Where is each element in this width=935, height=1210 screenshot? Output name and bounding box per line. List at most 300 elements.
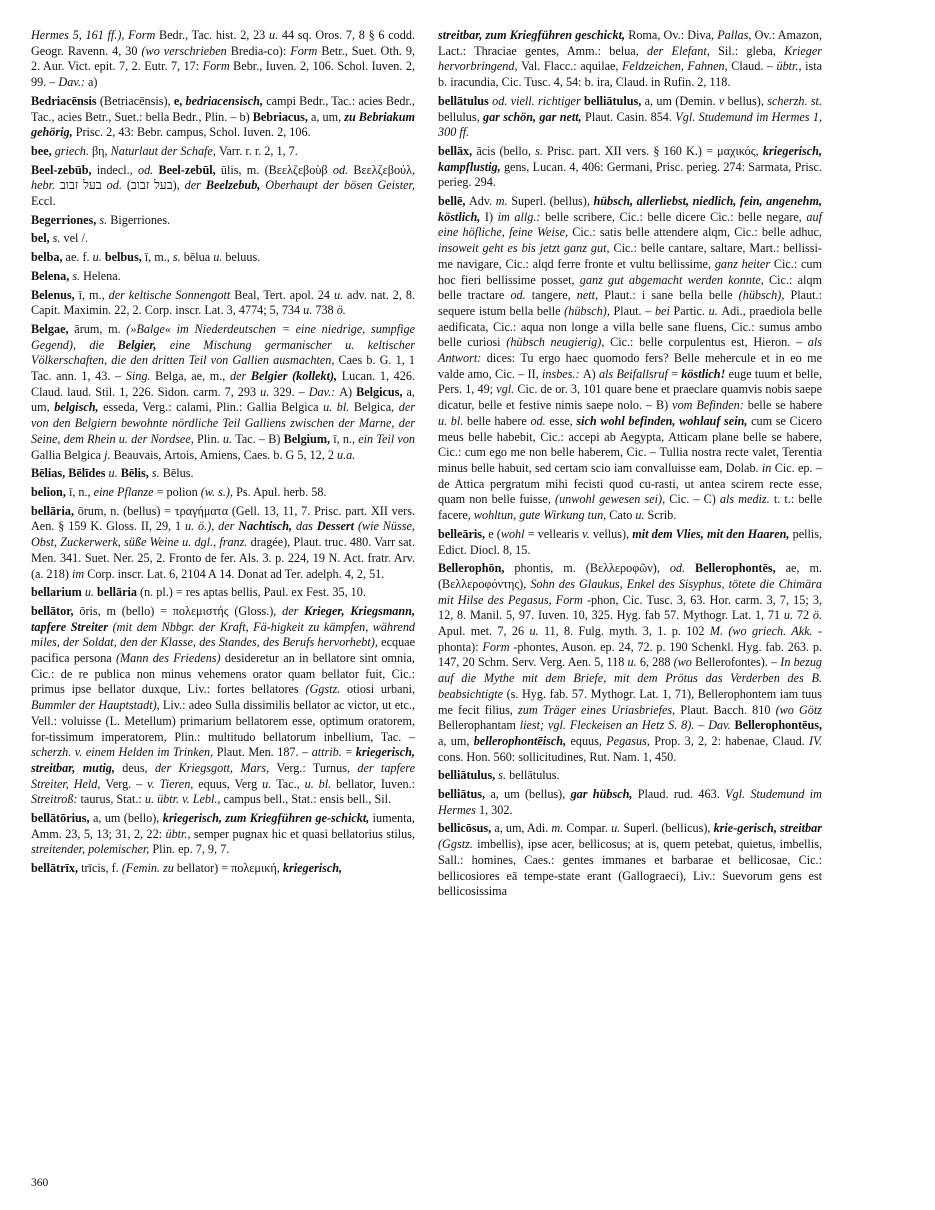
entry-text: a, um (bellus), bbox=[490, 787, 571, 802]
entry-text: taurus, Stat.: bbox=[80, 792, 145, 807]
entry-text: I) bbox=[484, 209, 498, 224]
entry-text: Belga, ae, m., bbox=[155, 369, 230, 384]
entry-text: zum Träger eines Uriasbriefes, bbox=[518, 702, 681, 717]
entry-text: Cic.: belle cantare, saltare, Mart.: bellissi-me navigare, Cic.: alqd ferre fronte et vultu bellissime, bbox=[438, 241, 822, 271]
entry-text: u. bbox=[84, 585, 98, 600]
entry-text: Prisc. 2, 43: Bebr. campus, Schol. Iuven. 2, 106. bbox=[75, 125, 311, 140]
entry-text: der bbox=[282, 603, 305, 618]
headword: bellātōrius, bbox=[31, 811, 93, 826]
entry-text: Helena. bbox=[83, 268, 121, 283]
dictionary-entry bbox=[438, 787, 822, 818]
headword: belliātulus, bbox=[584, 93, 645, 108]
entry-text: (n. pl.) = res aptas bellis, Paul. ex Fest. 35, 10. bbox=[140, 585, 366, 600]
entry-text: od. bbox=[137, 162, 159, 177]
entry-text: Compar. bbox=[566, 821, 612, 836]
entry-text: s. bbox=[498, 768, 510, 783]
entry-text: Form bbox=[202, 59, 234, 74]
entry-text: a, um, bbox=[31, 384, 415, 415]
entry-text: im allg.: bbox=[497, 209, 546, 224]
headword: bee, bbox=[31, 143, 55, 158]
entry-text: βη, bbox=[91, 143, 111, 158]
entry-text: Cic. de or. 3, 101 quare bene et praeclare quamvis nobis saepe dicatur, belle et festive nimis saepe nolo. – B) bbox=[438, 382, 822, 413]
entry-text: Beauvais, Artois, Amiens, Caes. b. G 5, 12, 2 bbox=[113, 447, 338, 462]
entry-text: griech. bbox=[54, 143, 92, 158]
headword: belion, bbox=[31, 484, 69, 499]
entry-text: tangere, bbox=[531, 288, 577, 303]
entry-text: ī, n., bbox=[333, 431, 359, 446]
entry-text: Tac. – B) bbox=[235, 431, 284, 446]
entry-text: Hermes 5, 161 ff.), Form bbox=[31, 28, 159, 42]
entry-text: v. Tieren, bbox=[147, 776, 199, 791]
entry-text: ae. f. bbox=[65, 250, 93, 265]
entry-text: ista b. iracundia, Cic. Tusc. 4, 54: b. ira, Claud. in Rufin. 2, 118. bbox=[438, 59, 822, 90]
left-column bbox=[31, 28, 415, 880]
entry-text: s. bbox=[52, 231, 64, 246]
entry-text: zu Bebriakum gehörig, bbox=[31, 109, 415, 140]
entry-text: otiosi urbani, bbox=[347, 682, 416, 697]
entry-text: dices: Tu ergo haec quomodo fers? Belle mehercule et in eo me valde amo, Cic. – II, bbox=[438, 351, 822, 381]
entry-text: = bbox=[671, 366, 682, 381]
entry-text: 738 bbox=[315, 303, 337, 318]
entry-text: ö. bbox=[336, 303, 346, 318]
entry-text: kriegerisch, bbox=[282, 861, 343, 876]
entry-text: Streitroß: bbox=[31, 792, 81, 807]
dictionary-entry bbox=[438, 28, 822, 91]
entry-text: attrib. bbox=[311, 745, 346, 760]
entry-text: a, um (bello), bbox=[92, 811, 163, 826]
entry-text: 329. – bbox=[273, 384, 309, 399]
entry-text: u. bbox=[635, 508, 648, 523]
headword: Belgicus, bbox=[356, 384, 407, 399]
entry-text: u. bbox=[108, 466, 121, 481]
entry-text: ōris, m (bello) = πολεμιστής (Gloss.), bbox=[79, 603, 283, 618]
dictionary-entry bbox=[31, 466, 415, 482]
entry-text: Form bbox=[482, 639, 514, 654]
entry-text: pellis, Edict. Diocl. 8, 15. bbox=[438, 526, 823, 557]
entry-text: -phontes, Auson. ep. 24, 72. p. 190 Schenkl. Hyg. fab. 263. p. 147, 20 Schm. Serv. Verg. Aen. 5, 118 bbox=[438, 639, 822, 670]
entry-text: 72 bbox=[796, 608, 813, 623]
entry-text: (unwohl gewesen sei), bbox=[555, 492, 670, 507]
entry-text: ōrum, n. (bellus) = τραγήματα (Gell. 13, 11, 7. Prisc. part. XII vers. Aen. § 159 K. Gloss. II, 29, 1 bbox=[31, 503, 415, 534]
entry-text: gens, Lucan. 4, 406: Germani, Prisc. perieg. 274: Sarmata, Prisc. perieg. 294. bbox=[438, 159, 823, 190]
entry-text: Sohn des Glaukus, Enkel des Sisyphus, tötete die Chimära mit Hilse des Pegasus, Form bbox=[438, 576, 822, 607]
entry-text: (»Balge« im Niederdeutschen = eine niedrige, sumpfige Gegend), die bbox=[31, 321, 415, 352]
entry-text: od. bbox=[530, 413, 550, 428]
entry-text: imbellis), ipse acer, bellicosus; at is, quem petebat, quietus, imbellis, Sall.: homines, Caes.: gentes immanes et barbarae et bellicosae, Cic.: bellicosiores eā tempe-state erant (Gallograeci), Liv.: Suevorum gens est bellicosissima bbox=[438, 837, 822, 899]
entry-text: Betr., Suet. Oth. 9, 2. Aur. Vict. epit. 7, 2. Eutr. 7, 17: bbox=[31, 43, 415, 74]
headword: belba, bbox=[31, 250, 66, 265]
entry-text: phontis, m. (Βελλεροφῶν), bbox=[514, 561, 670, 576]
entry-text: Bigerriones. bbox=[110, 212, 171, 227]
entry-text: Verg. – bbox=[105, 776, 148, 791]
entry-text: Plin. ep. 7, 9, 7. bbox=[152, 842, 230, 857]
entry-text: Dav.: bbox=[58, 75, 88, 90]
entry-text: a, um, Adi. bbox=[494, 821, 552, 836]
entry-text: Form bbox=[290, 43, 322, 58]
dictionary-entry bbox=[31, 144, 415, 160]
entry-text: Bēlus. bbox=[162, 466, 194, 481]
entry-text: u. bbox=[213, 250, 226, 265]
entry-text: Adi., praediola belle aedificata, Cic.: aqua non longe a villa belle sane fluens, Cic.: sumus ambo belle curiosi bbox=[438, 303, 822, 350]
entry-text: -phonta): bbox=[438, 624, 822, 654]
entry-text: Dessert bbox=[316, 519, 358, 534]
headword: Beel-zebūb, bbox=[31, 162, 97, 177]
entry-text: u. bbox=[303, 303, 316, 318]
entry-text: belle habere bbox=[466, 413, 531, 428]
entry-text: scherzh. v. einem Helden im Trinken, bbox=[31, 745, 217, 760]
entry-text: der von den Belgiern bewohnte nördliche Teil Galliens zwischen der Marne, der Seine, dem Rhein u. der Nordsee, bbox=[31, 400, 416, 446]
entry-text: Dav.: bbox=[308, 384, 340, 399]
entry-text: 44 sq. Oros. 7, 8 § 6 codd. Geogr. Ravenn. 4, 30 bbox=[31, 28, 415, 58]
entry-text: s. bbox=[172, 250, 184, 265]
entry-text: Varr. r. r. 2, 1, 7. bbox=[218, 143, 298, 158]
entry-text: der tapfere Streiter, Held, bbox=[31, 760, 415, 791]
entry-text: od. bbox=[106, 178, 127, 193]
entry-text: u. übtr. v. Lebl., bbox=[144, 792, 224, 807]
entry-text: campi Bedr., Tac.: acies Bedr., Tac., acies Betr., Suet.: bella Bedr., Plin. – b) bbox=[31, 93, 415, 124]
dictionary-entry bbox=[31, 288, 415, 319]
entry-text: bellulus, bbox=[438, 109, 483, 124]
entry-text: Val. Flacc.: aquilae, bbox=[521, 59, 622, 74]
entry-text: = vellearis bbox=[527, 526, 583, 541]
entry-text: M. (wo griech. Akk. bbox=[709, 624, 818, 639]
entry-text: Bebr., Iuven. 2, 106. Schol. Iuven. 2, 99. – bbox=[31, 59, 416, 90]
entry-text: Cic.: satis belle attendere alqm, Cic.: belle adhuc, bbox=[572, 225, 822, 240]
entry-text: (wo bbox=[673, 655, 696, 670]
entry-text: vom Befinden: bbox=[672, 398, 748, 413]
entry-text: u. bbox=[222, 431, 236, 446]
entry-text: (hübsch neugierig), bbox=[506, 335, 611, 350]
entry-text: = polion bbox=[156, 484, 201, 499]
headword: bellātulus bbox=[438, 93, 493, 108]
entry-text: Nachtisch, bbox=[238, 519, 296, 534]
entry-text: bedriacensisch, bbox=[185, 93, 267, 108]
entry-text: Ps. Apul. herb. 58. bbox=[236, 484, 327, 499]
headword: Begerriones, bbox=[31, 212, 100, 227]
entry-text: -phon, Cic. Tusc. 3, 63. Hor. carm. 3, 7, 15; 3, 12, 8. Manil. 5, 97. Iuven. 10, 325. Hyg. fab 57. Mythogr. Lat. 1, 71 bbox=[438, 592, 822, 623]
entry-text: hebr. bbox=[31, 178, 60, 193]
headword: bellē, bbox=[438, 194, 469, 209]
entry-text: übtr., bbox=[776, 59, 806, 74]
entry-text: belle scribere, Cic.: belle dicere Cic.: belle negare, bbox=[545, 209, 807, 224]
entry-text: wohl bbox=[500, 526, 528, 541]
entry-text: u. ö.), der bbox=[184, 519, 239, 534]
dictionary-entry bbox=[31, 585, 415, 601]
entry-text: Scrib. bbox=[647, 508, 677, 523]
entry-text: u. bbox=[269, 28, 279, 42]
dictionary-entry bbox=[31, 604, 415, 808]
entry-text: 1, 302. bbox=[478, 802, 513, 817]
entry-text: Bummler der Hauptstadt), bbox=[31, 698, 163, 713]
dictionary-entry bbox=[438, 561, 822, 765]
entry-text: Belgier (kollekt), bbox=[250, 369, 342, 384]
entry-text: (hübsch), bbox=[564, 303, 614, 318]
entry-text: a) bbox=[87, 75, 98, 90]
headword: bellātrīx, bbox=[31, 861, 82, 876]
entry-text: Feldzeichen, Fahnen, bbox=[621, 59, 732, 74]
entry-text: in bbox=[761, 460, 775, 475]
dictionary-entry bbox=[438, 527, 822, 558]
dictionary-entry bbox=[31, 231, 415, 247]
entry-text: bellator) = πολεμική, bbox=[176, 861, 283, 876]
entry-text: dragée), Plaut. truc. 480. Varr sat. Men. 341. Suet. Ner. 25, 2. Fronto de fer. Als. 3. p. 224, 19 N. Act. fratr. Arv. (a. 218) bbox=[31, 535, 415, 581]
entry-text: u. bl. bbox=[438, 413, 467, 428]
entry-text: im bbox=[71, 566, 88, 581]
entry-text: 6, 288 bbox=[639, 655, 674, 670]
entry-text: ūlis, m. (Βεελζεβοὺβ bbox=[220, 162, 333, 177]
entry-text: eine Pflanze bbox=[93, 484, 157, 499]
entry-text: Prop. 3, 2, 2: habenae, Claud. bbox=[654, 733, 810, 748]
entry-text: scherzh. st. bbox=[767, 93, 822, 108]
entry-text: IV. bbox=[809, 733, 823, 748]
entry-text: ī, m., bbox=[78, 287, 109, 302]
entry-text: (hübsch), bbox=[738, 288, 791, 303]
entry-text: Krieger hervorbringend, bbox=[438, 43, 822, 74]
headword: bellāx, bbox=[438, 143, 477, 158]
entry-text: ī, n., bbox=[68, 484, 94, 499]
entry-text: indecl., bbox=[96, 162, 138, 177]
entry-text: als Beifallsruf bbox=[598, 366, 672, 381]
entry-text: ācis (bello, bbox=[476, 143, 536, 158]
entry-text: kriegerisch, streitbar, mutig, bbox=[31, 745, 415, 775]
entry-text: u. bl. bbox=[304, 776, 337, 791]
headword: Bellerophōn, bbox=[438, 561, 515, 576]
entry-text: Plaut. – bbox=[613, 303, 655, 318]
entry-text: ī, m., bbox=[144, 250, 173, 265]
entry-text: cum se Cicero meus belle habebit, Cic.: accepi ab Aegypta, Atticam plane belle se habere, Cic.: cum ego me non belle haberem, Cic. – Tullia nostra recte valet, Terentia minus belle habuit, sed certam scio iam convalluisse eam, Dolab. bbox=[438, 413, 822, 475]
entry-text: euge tuum et belle, Pers. 1, 49; bbox=[438, 366, 822, 397]
entry-text: In bezug auf die Mythe mit dem Briefe, mit dem Prötus das Verderben des B. beabsichtigte bbox=[438, 655, 823, 701]
entry-text: od. viell. richtiger bbox=[492, 93, 585, 108]
entry-text: Krieger, Kriegsmann, tapfere Streiter bbox=[31, 603, 416, 634]
headword: Belenus, bbox=[31, 287, 79, 302]
entry-text: equus, bbox=[570, 733, 607, 748]
entry-text: (wie Nüsse, Obst, Zuckerwerk, süße Weine u. dgl., franz. bbox=[31, 519, 415, 550]
headword: bellarium bbox=[31, 585, 85, 600]
entry-text: Βεελζεβούλ, bbox=[353, 162, 416, 177]
entry-text: Adv. bbox=[468, 194, 496, 209]
entry-text: Plaud. rud. 463. bbox=[637, 787, 726, 802]
entry-text: A) bbox=[339, 384, 357, 399]
entry-text: gar hübsch, bbox=[570, 787, 638, 802]
entry-text: insbes.: bbox=[541, 366, 583, 381]
entry-text: der bbox=[184, 178, 206, 193]
entry-text: ecquae pacifica persona bbox=[31, 635, 415, 666]
entry-text: t. t.: belle facere, bbox=[438, 492, 823, 523]
dictionary-entry bbox=[31, 250, 415, 266]
entry-text: kriegerisch, zum Kriegführen ge-schickt, bbox=[162, 811, 373, 826]
entry-text: eine Mischung germanischer u. keltischer Völkerschaften, die den dritten Teil von Gallien ausmachten, bbox=[31, 337, 415, 368]
entry-text: liest; vgl. Fleckeisen an Hetz S. 8). – Dav. bbox=[519, 718, 735, 733]
entry-text: Sil.: gleba, bbox=[718, 43, 785, 58]
dictionary-entry bbox=[31, 811, 415, 858]
entry-text: (בעל זבוב), bbox=[126, 178, 185, 193]
entry-text: übtr., bbox=[165, 826, 194, 841]
entry-text: bellātulus. bbox=[509, 768, 560, 783]
entry-text: ae, m. (Βελλεροφόντης), bbox=[438, 561, 822, 591]
entry-text: ganz gut abgemacht werden konnte, bbox=[579, 272, 770, 287]
entry-text: u. bbox=[333, 287, 348, 302]
entry-text: Caes b. G. 1, 1 Tac. ann. 1, 43. – bbox=[31, 353, 415, 384]
headword: belliātulus, bbox=[438, 768, 499, 783]
headword: Bellerophontēs, bbox=[695, 561, 786, 576]
entry-text: bellerophontēisch, bbox=[473, 733, 571, 748]
entry-text: Oberhaupt der bösen Geister, bbox=[265, 178, 415, 193]
entry-text: Cato bbox=[609, 508, 636, 523]
entry-text: u. bbox=[529, 624, 544, 639]
entry-text: Vgl. Studemund im Hermes bbox=[438, 787, 822, 817]
entry-text: gar schön, gar nett, bbox=[482, 109, 586, 124]
entry-text: krie-gerisch, streitbar bbox=[713, 821, 822, 836]
dictionary-entry bbox=[31, 485, 415, 501]
entry-text: Bellerofontes). – bbox=[695, 655, 781, 670]
entry-text: hübsch, allerliebst, niedlich, fein, angenehm, köstlich, bbox=[438, 194, 822, 224]
entry-text: kriegerisch, kampflustig, bbox=[438, 143, 822, 174]
entry-text: beluus. bbox=[225, 250, 261, 265]
entry-text: belgisch, bbox=[54, 400, 104, 415]
entry-text: Claud. – bbox=[731, 59, 777, 74]
entry-text: der Kriegsgott, Mars, bbox=[154, 760, 277, 775]
entry-text: bei bbox=[654, 303, 674, 318]
entry-text: m. bbox=[551, 821, 567, 836]
headword: Belena, bbox=[31, 268, 73, 283]
entry-text: semper pugnax hic et quasi bellatorius stilus, bbox=[193, 826, 415, 841]
entry-text: equus, Verg bbox=[198, 776, 263, 791]
entry-text: Tac., bbox=[276, 776, 305, 791]
entry-text: u. bbox=[92, 250, 105, 265]
dictionary-entry bbox=[438, 194, 822, 524]
headword: bellātor, bbox=[31, 603, 80, 618]
entry-text: der bbox=[229, 369, 251, 384]
entry-text: cons. Hon. 560: sollicitudines, Rut. Nam. 1, 450. bbox=[438, 749, 677, 764]
right-column bbox=[438, 28, 822, 903]
dictionary-entry bbox=[31, 94, 415, 141]
entry-text: nett, bbox=[576, 288, 605, 303]
entry-text: köstlich! bbox=[681, 366, 729, 381]
entry-text: (s. Hyg. fab. 57. Mythogr. Lat. 1, 71), Bellerophontem iam tuus me fecit filius, bbox=[438, 686, 823, 717]
entry-text: vgl. bbox=[496, 382, 518, 397]
entry-text: ārum, m. bbox=[74, 321, 127, 336]
entry-text: Verg.: Turnus, bbox=[276, 760, 358, 775]
entry-text: Corp. inscr. Lat. 6, 2104 A 14. Donat ad Ter. adelph. 4, 2, 51. bbox=[87, 566, 385, 581]
entry-text: Lucan. 1, 426. Claud. laud. Stil. 1, 226. Sidon. carm. 7, 293 bbox=[31, 369, 415, 399]
entry-text: der keltische Sonnengott bbox=[108, 287, 235, 302]
entry-text: v bbox=[718, 93, 728, 108]
entry-text: Liv.: adeo Sulla dissimilis bellator ac victor, ut etc., Vell.: voluisse (L. Metellum) primarium bellatorem esse, optimum oratorem, for-tissimum imperatorem, Plin.: multitudo bellatorum inbellium, Tac. – bbox=[31, 698, 415, 744]
entry-text: Cic.: alqm belle tractare bbox=[438, 272, 822, 303]
entry-text: j. bbox=[104, 447, 114, 462]
entry-text: mit dem Vlies, mit den Haaren, bbox=[632, 526, 793, 541]
entry-text: Cic. ep. – de Attica pergratum mihi fecisti quod cu-rasti, ut antea scirem recte esse, quam non belle fuisse, bbox=[438, 460, 822, 507]
headword: bellicōsus, bbox=[438, 821, 495, 836]
entry-text: (Femin. zu bbox=[121, 861, 177, 876]
headword: belleāris, bbox=[438, 526, 489, 541]
entry-text: bellator, Iuven.: bbox=[336, 776, 416, 791]
entry-text: Plin. bbox=[197, 431, 223, 446]
entry-text: vellus), bbox=[592, 526, 633, 541]
entry-text: ganz heiter bbox=[714, 256, 774, 271]
entry-text: streitender, polemischer, bbox=[31, 842, 153, 857]
entry-text: od. bbox=[510, 288, 532, 303]
entry-text: als mediz. bbox=[719, 492, 774, 507]
entry-text: Bedr., Tac. hist. 2, 23 bbox=[159, 28, 269, 42]
entry-text: u. bbox=[611, 821, 624, 836]
entry-text: ein Teil von bbox=[358, 431, 416, 446]
dictionary-entry bbox=[31, 163, 415, 210]
entry-text: u. bbox=[783, 608, 797, 623]
entry-text: belle se habere bbox=[747, 398, 822, 413]
headword: bellāria, bbox=[31, 503, 78, 518]
entry-text: der Elefant, bbox=[647, 43, 719, 58]
entry-text: e ( bbox=[488, 526, 501, 541]
entry-text: (Ggstz. bbox=[438, 837, 478, 852]
entry-text: Cic.: belle corpulentus est, Hieron. – bbox=[610, 335, 808, 350]
headword: Bebriacus, bbox=[252, 109, 311, 124]
entry-text: Beelzebub, bbox=[205, 178, 266, 193]
entry-text: od. bbox=[332, 162, 354, 177]
entry-text: (wo Götz bbox=[775, 702, 822, 717]
entry-text: bellus), bbox=[727, 93, 768, 108]
dictionary-entry bbox=[31, 213, 415, 229]
dictionary-entry bbox=[31, 269, 415, 285]
entry-text: u.a. bbox=[337, 447, 356, 462]
entry-text: 11, 8. Fulg. myth. 3, 1. p. 102 bbox=[543, 624, 710, 639]
entry-text: sich wohl befinden, wohlauf sein, bbox=[576, 413, 752, 428]
entry-text: Naturlaut der Schafe, bbox=[110, 143, 219, 158]
headword: Bellerophontēus, bbox=[734, 718, 823, 733]
entry-text: Bredia-co): bbox=[230, 43, 291, 58]
dictionary-entry bbox=[31, 322, 415, 463]
entry-text: Partic. bbox=[673, 303, 709, 318]
entry-text: s. bbox=[151, 466, 163, 481]
entry-text: Plaut. Men. 187. – bbox=[216, 745, 312, 760]
dictionary-entry bbox=[438, 768, 822, 784]
entry-text: Superl. (bellicus), bbox=[623, 821, 714, 836]
headword: belliātus, bbox=[438, 787, 491, 802]
entry-text: (wo verschrieben bbox=[141, 43, 231, 58]
headword: bel, bbox=[31, 231, 53, 246]
entry-text: ö. bbox=[812, 608, 822, 623]
entry-text: Cic.: cum hoc fieri bellissime posset, bbox=[438, 256, 822, 287]
entry-text: als Antwort: bbox=[438, 335, 822, 366]
entry-text: Belgica, bbox=[353, 400, 399, 415]
entry-text: A) bbox=[582, 366, 599, 381]
dictionary-entry bbox=[31, 504, 415, 583]
entry-text: a, um, bbox=[310, 109, 345, 124]
entry-text: Prisc. part. XII vers. § 160 K.) = μαχικός, bbox=[547, 143, 763, 158]
dictionary-entry bbox=[438, 94, 822, 141]
entry-text: u. bbox=[262, 776, 277, 791]
entry-text: adv. nat. 2, 8. Capit. Maximin. 22, 2. Corp. inscr. Lat. 3, 4774; 5, 734 bbox=[31, 287, 416, 318]
entry-text: od. bbox=[669, 561, 695, 576]
entry-text: (Betriacēnsis), bbox=[99, 93, 174, 108]
entry-text: auf eine höfliche, feine Weise, bbox=[438, 209, 822, 240]
headword: belbus, bbox=[104, 250, 145, 265]
entry-text: Plaut. Bacch. 810 bbox=[680, 702, 776, 717]
entry-text: Sing. bbox=[125, 369, 156, 384]
dictionary-entry bbox=[438, 821, 822, 900]
entry-text: m. bbox=[495, 194, 512, 209]
entry-text: das bbox=[295, 519, 317, 534]
entry-text: Roma, Ov.: Diva, bbox=[628, 28, 718, 42]
entry-text: vel /. bbox=[63, 231, 88, 246]
entry-text: streitbar, zum Kriegführen geschickt, bbox=[438, 28, 629, 42]
entry-text: Plaut.: i sane bella belle bbox=[604, 288, 739, 303]
entry-text: Cic. – C) bbox=[669, 492, 720, 507]
entry-text: esse, bbox=[549, 413, 577, 428]
entry-text: s. bbox=[99, 212, 111, 227]
entry-text: u. bbox=[708, 303, 722, 318]
